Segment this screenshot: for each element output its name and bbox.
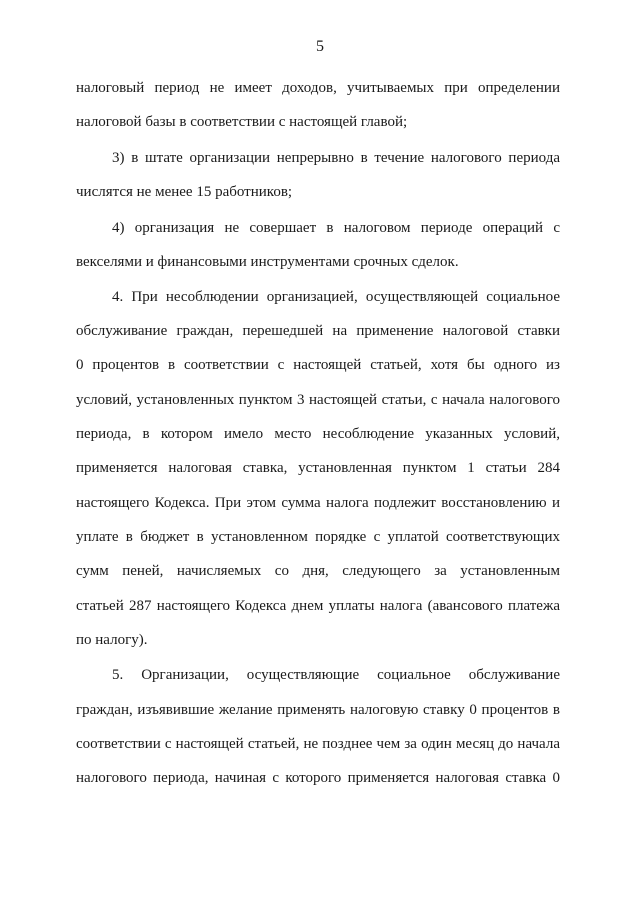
text-line: уплате в бюджет в установленном порядке с уплатой соответствующих (76, 529, 560, 545)
text-line: граждан, изъявившие желание применять налоговую ставку 0 процентов в (76, 702, 560, 718)
text-line: обслуживание граждан, перешедшей на применение налоговой ставки (76, 323, 560, 339)
page-number: 5 (316, 38, 324, 55)
text-line: 5. Организации, осуществляющие социальное обслуживание (112, 667, 560, 683)
text-line: 4. При несоблюдении организацией, осуществляющей социальное (112, 289, 560, 305)
text-line: налоговый период не имеет доходов, учитываемых при определении (76, 80, 560, 96)
text-line: по налогу). (76, 632, 148, 648)
text-line: 4) организация не совершает в налоговом периоде операций с (112, 220, 560, 236)
text-line: векселями и финансовыми инструментами срочных сделок. (76, 254, 459, 270)
text-line: 3) в штате организации непрерывно в течение налогового периода (112, 150, 560, 166)
text-line: условий, установленных пунктом 3 настоящей статьи, с начала налогового (76, 392, 560, 408)
text-line: налогового периода, начиная с которого применяется налоговая ставка 0 (76, 770, 560, 786)
text-line: 0 процентов в соответствии с настоящей статьей, хотя бы одного из (76, 357, 560, 373)
text-line: статьей 287 настоящего Кодекса днем уплаты налога (авансового платежа (76, 598, 560, 614)
text-line: настоящего Кодекса. При этом сумма налога подлежит восстановлению и (76, 495, 560, 511)
text-line: периода, в котором имело место несоблюдение указанных условий, (76, 426, 560, 442)
text-line: числятся не менее 15 работников; (76, 184, 293, 200)
text-line: соответствии с настоящей статьей, не позднее чем за один месяц до начала (76, 736, 560, 752)
text-line: налоговой базы в соответствии с настоящей главой; (76, 114, 408, 130)
text-line: применяется налоговая ставка, установленная пунктом 1 статьи 284 (76, 460, 560, 476)
text-line: сумм пеней, начисляемых со дня, следующего за установленным (76, 563, 560, 579)
